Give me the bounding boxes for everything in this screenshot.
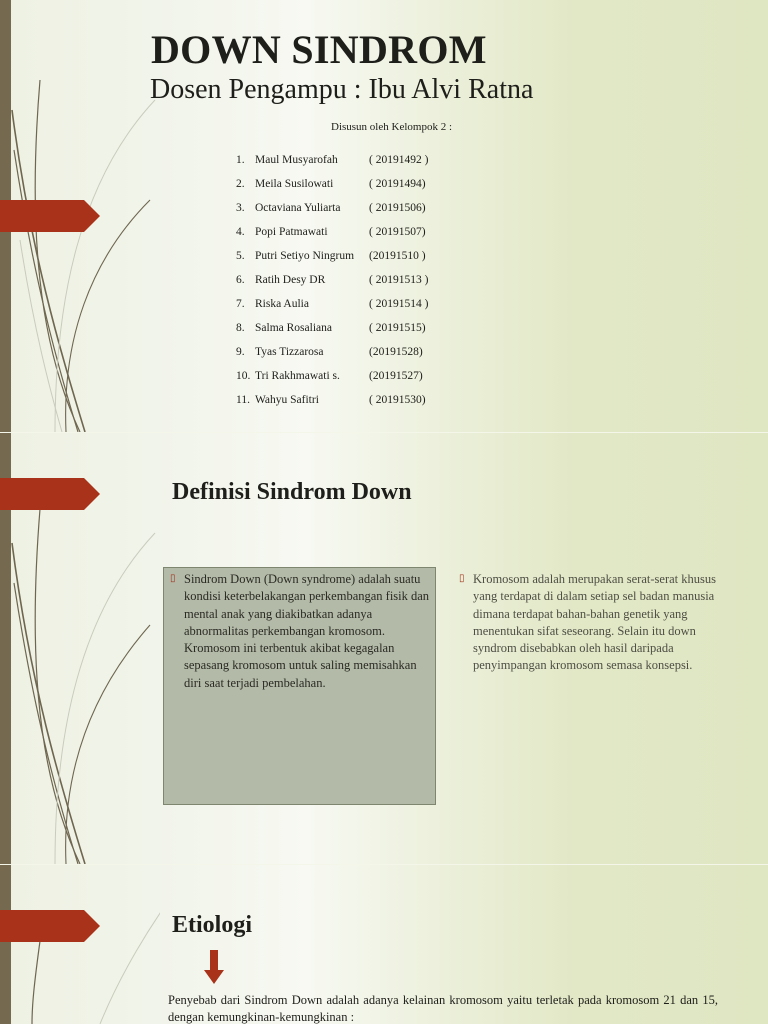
member-item: 4. Popi Patmawati ( 20191507) (236, 226, 426, 238)
definition-bullet: ▯ Sindrom Down (Down syndrome) adalah suatu kondisi keterbelakangan perkembangan fisik dan mental anak yang diakibatkan adanya abnormalitas perkembangan kromosom. Kromosom ini terbentuk akibat kegagalan sepasang kromosom untuk saling memisahkan diri saat terjadi pembelahan. (170, 571, 432, 692)
section-title: Definisi Sindrom Down (172, 479, 412, 505)
member-item: 9. Tyas Tizzarosa (20191528) (236, 346, 423, 358)
lecturer-subtitle: Dosen Pengampu : Ibu Alvi Ratna (150, 74, 534, 105)
group-byline: Disusun oleh Kelompok 2 : (331, 121, 452, 133)
bullet-box-icon: ▯ (170, 573, 176, 584)
presentation-title: DOWN SINDROM (151, 27, 487, 72)
bullet-box-icon: ▯ (459, 573, 465, 584)
member-item: 1. Maul Musyarofah ( 20191492 ) (236, 154, 429, 166)
member-list (236, 148, 428, 412)
red-arrow-tag-icon (0, 200, 100, 232)
section-title: Etiologi (172, 912, 253, 938)
member-item: 8. Salma Rosaliana ( 20191515) (236, 322, 426, 334)
member-item: 3. Octaviana Yuliarta ( 20191506) (236, 202, 426, 214)
slide-1-title (0, 0, 768, 432)
down-arrow-icon (204, 950, 224, 986)
member-item: 11. Wahyu Safitri ( 20191530) (236, 394, 426, 406)
decorative-swoosh-icon (0, 865, 160, 1024)
member-item: 2. Meila Susilowati ( 20191494) (236, 178, 426, 190)
member-item: 5. Putri Setiyo Ningrum (20191510 ) (236, 250, 426, 262)
member-item: 7. Riska Aulia ( 20191514 ) (236, 298, 429, 310)
red-arrow-tag-icon (0, 478, 100, 510)
member-item: 10. Tri Rakhmawati s. (20191527) (236, 370, 423, 382)
etiology-paragraph: Penyebab dari Sindrom Down adalah adanya kelainan kromosom yaitu terletak pada kromosom 21 dan 15, dengan kemungkinan-kemungkinan : (168, 993, 718, 1024)
chromosome-bullet: ▯ Kromosom adalah merupakan serat-serat khusus yang terdapat di dalam setiap sel badan manusia dimana terdapat bahan-bahan genetik yang menentukan sifat seseorang. Selain itu down syndrom disebabkan oleh hasil daripada penyimpangan kromosom semasa konsepsi. (459, 571, 724, 675)
member-item: 6. Ratih Desy DR ( 20191513 ) (236, 274, 429, 286)
slide-3-etiology (0, 865, 768, 1024)
red-arrow-tag-icon (0, 910, 100, 942)
